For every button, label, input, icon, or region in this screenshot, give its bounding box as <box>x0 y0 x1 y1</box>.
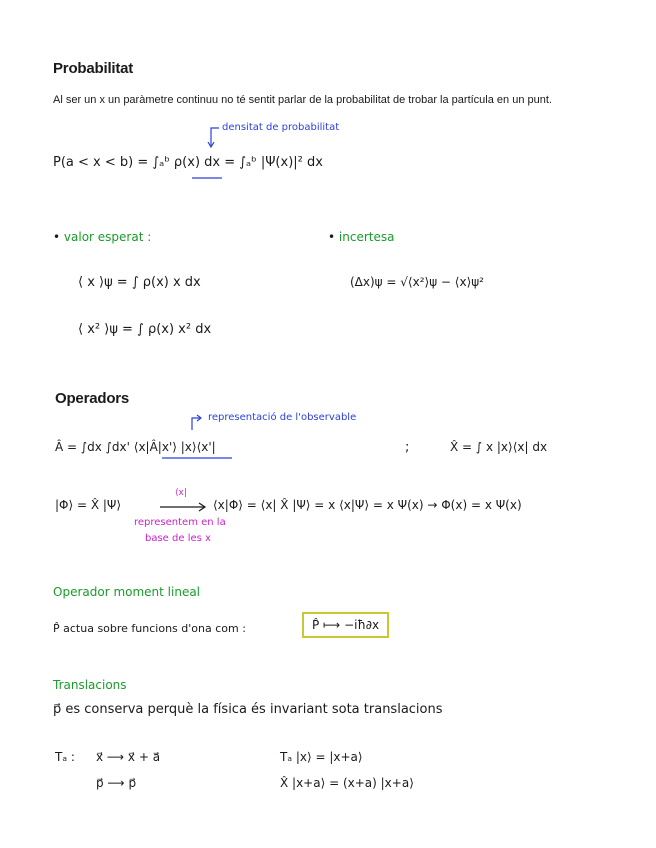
section-title-translacions: Translacions <box>53 678 127 692</box>
section-title-moment-lineal: Operador moment lineal <box>53 585 201 599</box>
translation-relation-1: Tₐ |x⟩ = |x+a⟩ <box>280 750 363 764</box>
annotation-arrow-icon <box>188 412 204 432</box>
intro-paragraph: Al ser un x un paràmetre continuu no té sentit parlar de la probabilitat de trobar la partícula en un punt. <box>53 94 552 106</box>
bullet-icon: • <box>53 230 64 244</box>
projection-formula: ⟨x|Φ⟩ = ⟨x| X̂ |Ψ⟩ = x ⟨x|Ψ⟩ = x Ψ(x) → Φ(x) = x Ψ(x) <box>213 498 522 512</box>
right-arrow-icon <box>160 503 208 511</box>
annotation-representacio: representació de l'observable <box>208 412 357 423</box>
translation-map-x: x⃗ ⟶ x⃗ + a⃗ <box>96 750 161 764</box>
operator-definition-formula: Â = ∫dx ∫dx' ⟨x|Â|x'⟩ |x⟩⟨x'| <box>55 440 216 454</box>
matrix-element-underline <box>162 456 234 460</box>
moment-description: P̂ actua sobre funcions d'ona com : <box>53 622 246 635</box>
section-title-operadors: Operadors <box>55 390 130 407</box>
translation-description: p⃗ es conserva perquè la física és invariant sota translacions <box>53 702 443 717</box>
translation-label: Tₐ : <box>55 750 75 764</box>
rho-underline <box>192 176 224 180</box>
expectation-formula-x: ⟨ x ⟩ψ = ∫ ρ(x) x dx <box>78 275 201 290</box>
annotation-densitat: densitat de probabilitat <box>222 122 340 133</box>
translation-relation-2: X̂ |x+a⟩ = (x+a) |x+a⟩ <box>280 776 414 790</box>
label-valor-esperat-text: valor esperat : <box>63 230 152 244</box>
formula-separator: ; <box>405 440 410 455</box>
label-valor-esperat <box>53 230 151 244</box>
position-operator-formula: X̂ = ∫ x |x⟩⟨x| dx <box>450 440 548 454</box>
bullet-icon: • <box>328 230 339 244</box>
label-incertesa <box>328 230 394 244</box>
translation-map-p: p⃗ ⟶ p⃗ <box>96 776 137 790</box>
phi-definition-formula: |Φ⟩ = X̂ |Ψ⟩ <box>55 498 122 512</box>
momentum-operator-box: P̂ ⟼ −iħ∂x <box>302 612 389 638</box>
arrow-label-bra-x: ⟨x| <box>175 488 187 498</box>
expectation-formula-x2: ⟨ x² ⟩ψ = ∫ ρ(x) x² dx <box>78 322 212 337</box>
note-base: base de les x <box>145 533 211 544</box>
note-representem: representem en la <box>134 517 226 528</box>
probability-formula: P(a < x < b) = ∫ₐᵇ ρ(x) dx = ∫ₐᵇ |Ψ(x)|² dx <box>53 155 323 170</box>
section-title-probabilitat: Probabilitat <box>53 60 134 77</box>
uncertainty-formula: (Δx)ψ = √⟨x²⟩ψ − ⟨x⟩ψ² <box>350 275 484 289</box>
label-incertesa-text: incertesa <box>338 230 395 244</box>
